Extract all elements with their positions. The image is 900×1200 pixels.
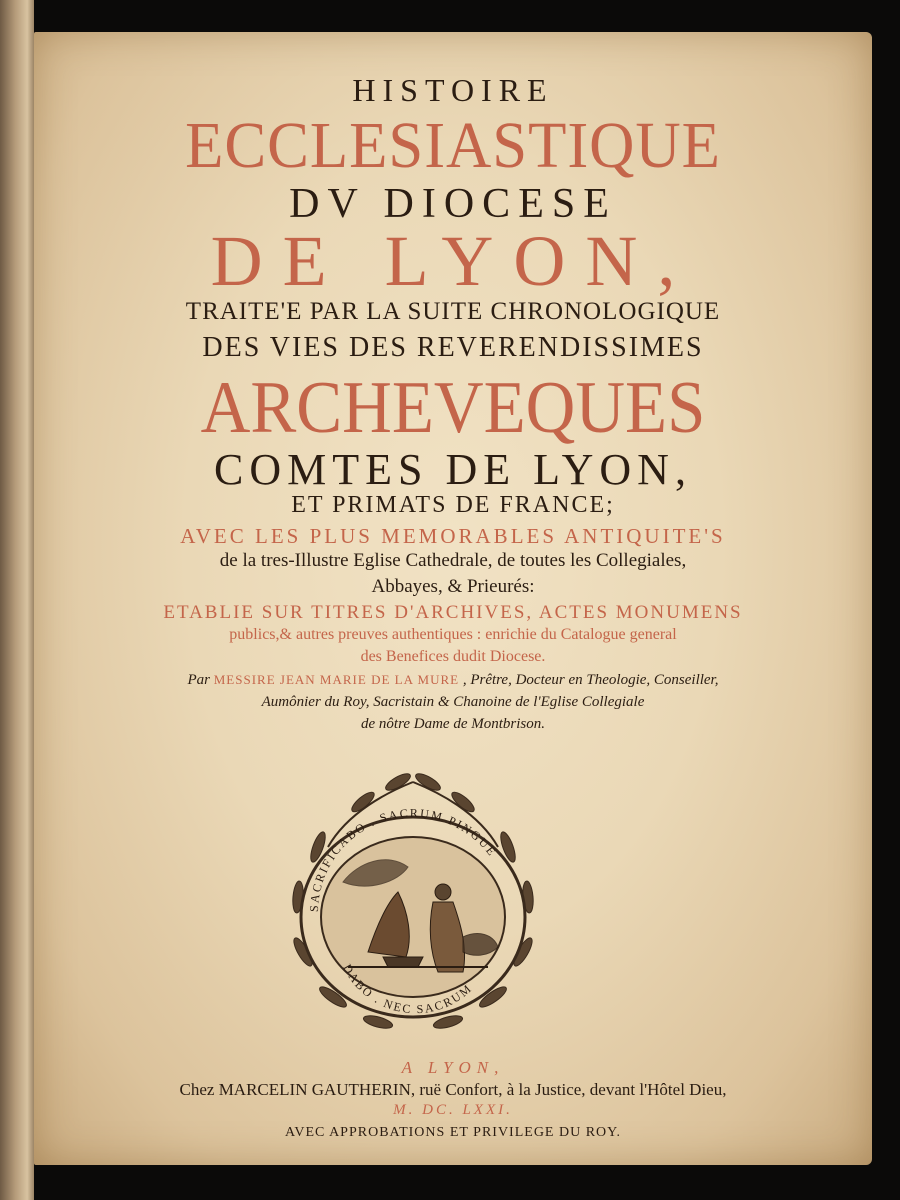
subtitle-des-vies: DES VIES DES REVERENDISSIMES bbox=[202, 332, 704, 363]
author-church: de nôtre Dame de Montbrison. bbox=[361, 716, 545, 732]
imprint-date: M. DC. LXXI. bbox=[393, 1102, 513, 1118]
author-titles: , Prêtre, Docteur en Theologie, Conseiller, bbox=[462, 672, 719, 688]
book-spine bbox=[0, 0, 34, 1200]
emblem-motto-bottom: DABO . NEC SACRUM bbox=[340, 961, 476, 1017]
title-ecclesiastique: ECCLESIASTIQUE bbox=[185, 109, 721, 182]
author-line bbox=[34, 672, 872, 689]
author-prefix: Par bbox=[187, 672, 210, 688]
subtitle-antiquites: AVEC LES PLUS MEMORABLES ANTIQUITE'S bbox=[180, 524, 726, 548]
author-name: MESSIRE JEAN MARIE DE LA MURE bbox=[213, 672, 460, 687]
subtitle-traitee: TRAITE'E PAR LA SUITE CHRONOLOGIQUE bbox=[185, 298, 721, 325]
title-comtes-de-lyon: COMTES DE LYON, bbox=[214, 445, 692, 494]
title-archeveques: ARCHEVEQUES bbox=[200, 367, 706, 449]
emblem-motto-top: SACRIFICABO . SACRUM PINGUE bbox=[306, 805, 500, 913]
title-de-lyon: DE LYON, bbox=[210, 221, 696, 301]
text-etablie: ETABLIE SUR TITRES D'ARCHIVES, ACTES MONUMENS bbox=[163, 602, 743, 623]
text-abbayes: Abbayes, & Prieurés: bbox=[371, 576, 535, 597]
subtitle-primats: ET PRIMATS DE FRANCE; bbox=[291, 492, 615, 518]
text-benefices: des Benefices dudit Diocese. bbox=[360, 648, 546, 665]
title-page bbox=[34, 32, 872, 1165]
title-du-diocese: DV DIOCESE bbox=[289, 181, 617, 227]
imprint-place: A LYON, bbox=[401, 1058, 505, 1077]
imprint-printer: Chez MARCELIN GAUTHERIN, ruë Confort, à la Justice, devant l'Hôtel Dieu, bbox=[179, 1080, 727, 1099]
text-publics: publics,& autres preuves authentiques : enrichie du Catalogue general bbox=[229, 626, 677, 643]
text-eglise-cathedrale: de la tres-Illustre Eglise Cathedrale, de toutes les Collegiales, bbox=[219, 550, 687, 571]
printer-emblem-woodcut bbox=[248, 752, 578, 1052]
author-offices: Aumônier du Roy, Sacristain & Chanoine de l'Eglise Collegiale bbox=[261, 694, 645, 710]
imprint-privilege: AVEC APPROBATIONS ET PRIVILEGE DU ROY. bbox=[285, 1125, 621, 1140]
title-histoire: HISTOIRE bbox=[352, 72, 554, 108]
